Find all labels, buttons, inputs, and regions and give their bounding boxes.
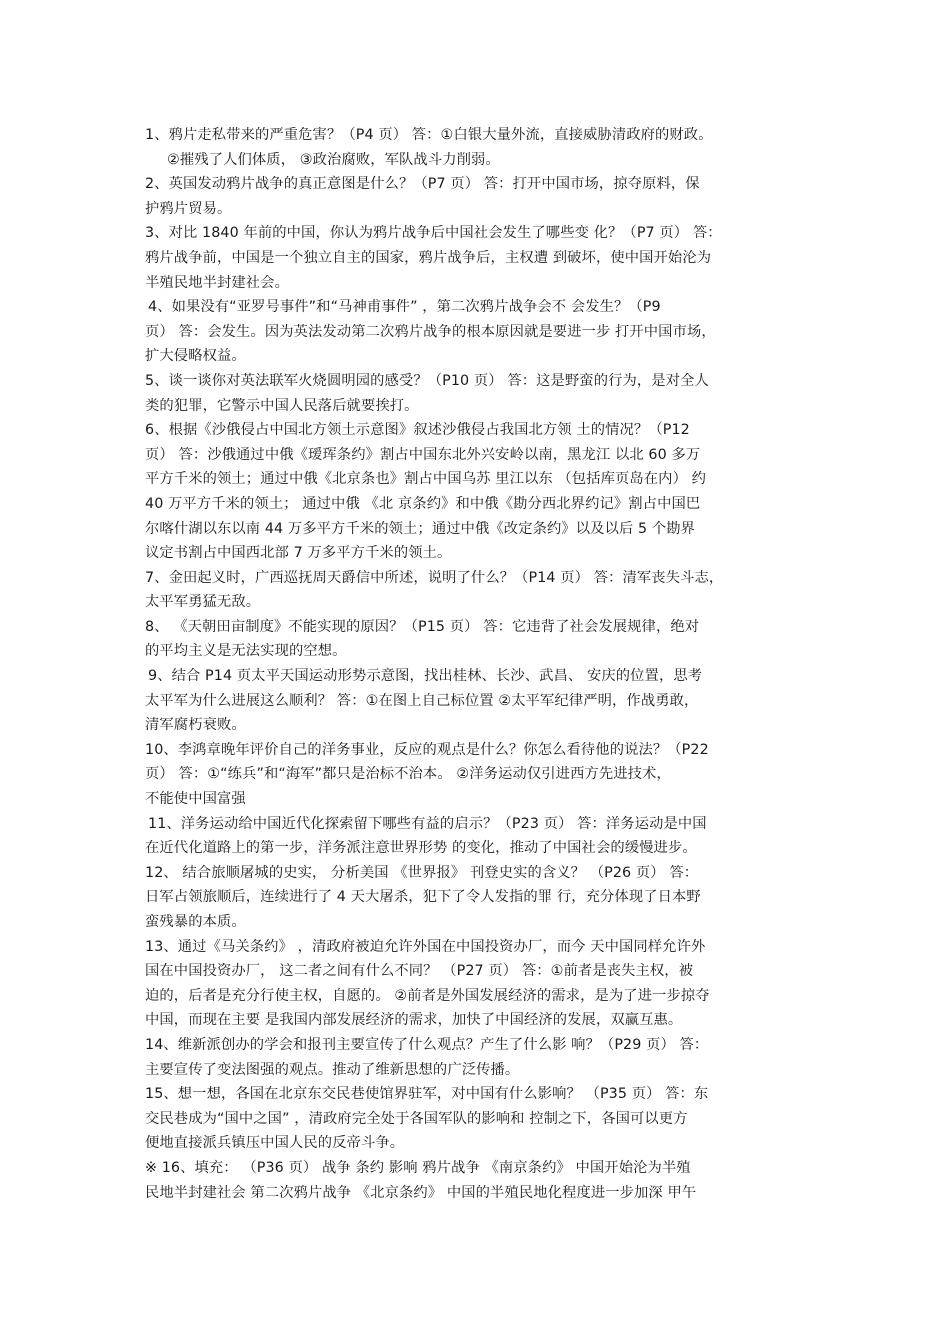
text-line: 日军占领旅顺后，连续进行了 4 天大屠杀，犯下了令人发指的罪 行，充分体现了日本野 (145, 889, 701, 906)
text-line: 8、 《天朝田亩制度》不能实现的原因？（P15 页） 答：它违背了社会发展规律，绝对 (145, 618, 700, 635)
text-line: 蛮残暴的本质。 (145, 914, 246, 930)
text-line: 13、通过《马关条约》 ，清政府被迫允许外国在中国投资办厂，而今 天中国同样允许外 (145, 938, 706, 955)
text-line: 交民巷成为“国中之国” ，清政府完全处于各国军队的影响和 控制之下，各国可以更方 (145, 1110, 688, 1127)
text-line: 9、结合 P14 页太平天国运动形势示意图，找出桂林、长沙、武昌、 安庆的位置，思考 (148, 668, 703, 685)
text-line: 便地直接派兵镇压中国人民的反帝斗争。 (145, 1135, 405, 1152)
text-line: 鸦片战争前，中国是一个独立自主的国家，鸦片战争后，主权遭 到破坏，使中国开始沦为 (145, 249, 712, 266)
text-line: 7、金田起义时，广西巡抚周天爵信中所述，说明了什么？（P14 页） 答：清军丧失斗志， (145, 569, 724, 586)
text-line: 的平均主义是无法实现的空想。 (145, 643, 347, 660)
text-line: 太平军勇猛无敌。 (145, 594, 261, 611)
text-line: 太平军为什么进展这么顺利？ 答：①在图上自己标位置 ②太平军纪律严明，作战勇敢， (145, 692, 699, 709)
text-line: 议定书割占中国西北部 7 万多平方千米的领土。 (145, 545, 452, 562)
text-line: 14、维新派创办的学会和报刊主要宣传了什么观点？产生了什么影 响？（P29 页） 答： (145, 1036, 709, 1053)
text-line: 页） 答：沙俄通过中俄《瑷珲条约》割占中国东北外兴安岭以南，黑龙江 以北 60 多万 (145, 446, 701, 463)
text-line: 3、对比 1840 年前的中国，你认为鸦片战争后中国社会发生了哪些变 化？（P7 页） 答： (145, 225, 722, 242)
text-line: ※ 16、填充： （P36 页） 战争 条约 影响 鸦片战争 《南京条约》 中国开始沦为半殖 (145, 1159, 691, 1176)
text-line: 中国，而现在主要 是我国内部发展经济的需求，加快了中国经济的发展，双赢互惠。 (145, 1012, 683, 1029)
text-line: 在近代化道路上的第一步，洋务派注意世界形势 的变化，推动了中国社会的缓慢进步。 (145, 840, 697, 857)
text-line: 4、如果没有“亚罗号事件”和“马神甫事件” ，第二次鸦片战争会不 会发生？（P9 (148, 299, 661, 316)
text-line: 尔喀什湖以东以南 44 万多平方千米的领土；通过中俄《改定条约》以及以后 5 个勘界 (145, 520, 696, 537)
text-line: 12、 结合旅顺屠城的史实， 分析美国 《世界报》 刊登史实的含义？ （P26 页） 答： (145, 864, 699, 881)
text-line: 扩大侵略权益。 (145, 348, 246, 365)
text-line: ②摧残了人们体质， ③政治腐败，军队战斗力削弱。 (167, 151, 500, 168)
text-line: 15、想一想，各国在北京东交民巷使馆界驻军，对中国有什么影响？ （P35 页） 答：东 (145, 1086, 709, 1103)
text-line: 40 万平方千米的领土； 通过中俄 《北 京条约》和中俄《勘分西北界约记》割占中国巴 (145, 495, 701, 512)
text-line: 6、根据《沙俄侵占中国北方领土示意图》叙述沙俄侵占我国北方领 土的情况？（P12 (145, 422, 690, 439)
text-line: 半殖民地半封建社会。 (145, 274, 289, 291)
text-line: 主要宣传了变法图强的观点。推动了维新思想的广泛传播。 (145, 1061, 520, 1078)
text-line: 民地半封建社会 第二次鸦片战争 《北京条约》 中国的半殖民地化程度进一步加深 甲午 (145, 1184, 697, 1201)
text-line: 10、李鸿章晚年评价自己的洋务事业，反应的观点是什么？你怎么看待他的说法？（P22 (145, 741, 709, 758)
text-line: 国在中国投资办厂， 这二者之间有什么不同？ （P27 页） 答：①前者是丧失主权，被 (145, 963, 694, 980)
text-line: 护鸦片贸易。 (145, 200, 232, 217)
text-line: 页） 答：①“练兵”和“海军”都只是治标不治本。 ②洋务运动仅引进西方先进技术， (145, 766, 671, 783)
text-line: 页） 答：会发生。因为英法发动第二次鸦片战争的根本原因就是要进一步 打开中国市场， (145, 323, 716, 340)
text-line: 2、英国发动鸦片战争的真正意图是什么？（P7 页） 答：打开中国市场，掠夺原料，保 (145, 176, 700, 193)
text-line: 不能使中国富强 (145, 791, 246, 808)
document-body (145, 123, 825, 1205)
text-line: 平方千米的领土；通过中俄《北京条也》割占中国乌苏 里江以东 （包括库页岛在内） 约 (145, 471, 707, 488)
text-line: 11、洋务运动给中国近代化探索留下哪些有益的启示？（P23 页） 答：洋务运动是中国 (148, 815, 707, 832)
text-line: 清军腐朽衰败。 (145, 717, 246, 734)
text-line: 类的犯罪，它警示中国人民落后就要挨打。 (145, 397, 419, 414)
text-line: 迫的，后者是充分行使主权，自愿的。 ②前者是外国发展经济的需求，是为了进一步掠夺 (145, 987, 710, 1004)
text-line: 5、谈一谈你对英法联军火烧圆明园的感受？（P10 页） 答：这是野蛮的行为，是对全人 (145, 372, 709, 389)
text-line: 1、鸦片走私带来的严重危害？（P4 页） 答：①白银大量外流，直接威胁清政府的财政。 (145, 127, 713, 143)
